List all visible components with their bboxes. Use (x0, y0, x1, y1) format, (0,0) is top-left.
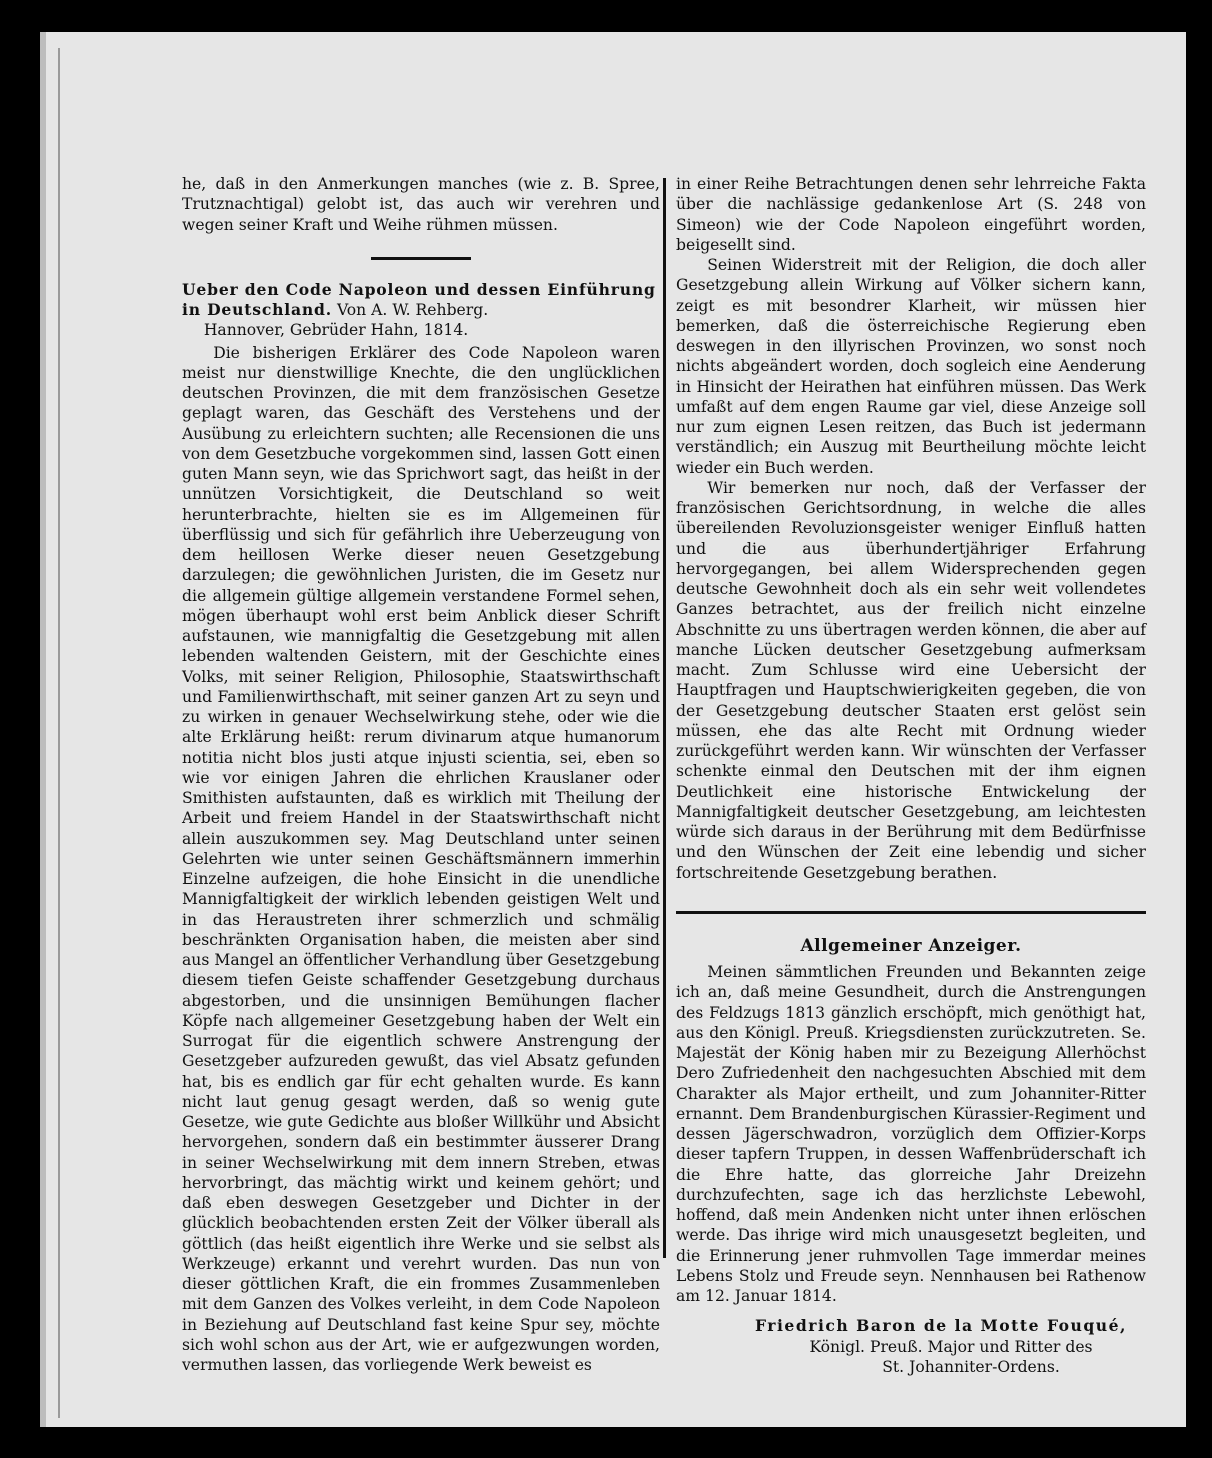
article-heading (182, 280, 660, 341)
article-paragraph-3: Wir bemerken nur noch, daß der Verfasser der französischen Gerichtsordnung, in welche die alles übereilenden Revoluzionsgeister weniger Einfluß hatten und die aus überhundertjähriger Erfahrung hervorgegangen, bei allem Widersprechenden gegen deutsche Gewohnheit doch als ein sehr weit vollendetes Ganzes betrachtet, aus der freilich nicht einzelne Abschnitte zu uns übertragen werden können, die aber auf manche Lücken deutscher Gesetzgebung aufmerksam macht. Zum Schlusse wird eine Uebersicht der Hauptfragen und Hauptschwierigkeiten gegeben, die von der Gesetzgebung deutscher Staaten erst gelöst sein müssen, ehe das alte Recht mit Ordnung wieder zurückgeführt werden kann. Wir wünschten der Verfasser schenkte einmal den Deutschen mit der ihm eignen Deutlichkeit eine historische Entwickelung der Mannigfaltigkeit deutscher Gesetzgebung, am leichtesten würde sich daraus in der Berührung mit dem Bedürfnisse und den Wünschen der Zeit eine lebendig und sicher fortschreitende Gesetzgebung berathen. (676, 478, 1146, 882)
article-author: Von A. W. Rehberg. (336, 301, 489, 319)
page-edge-shadow (58, 48, 60, 1418)
article-paragraph-2: Seinen Widerstreit mit der Religion, die doch aller Gesetzgebung allein Wirkung auf Völker sichern kann, zeigt es mit besondrer Klarheit, wir müssen hier bemerken, daß die österreichische Regierung eben deswegen in den illyrischen Provinzen, wo sonst noch nichts abgeändert worden, doch sogleich eine Aenderung in Hinsicht der Heirathen hat einführen müssen. Das Werk umfaßt auf dem engen Raume gar viel, diese Anzeige soll nur zum eignen Lesen reitzen, das Buch ist jedermann verständlich; ein Auszug mit Beurtheilung möchte leicht wieder ein Buch werden. (676, 256, 1146, 477)
article-title: Ueber den Code Napoleon und dessen Einführung in Deutschland. (182, 279, 656, 319)
section-divider-long (676, 911, 1146, 914)
advertiser-title: Allgemeiner Anzeiger. (800, 935, 1022, 956)
article-body: Die bisherigen Erklärer des Code Napoleon waren meist nur dienstwillige Knechte, die den unglücklichen deutschen Provinzen, die mit dem französischen Gesetze geplagt waren, das Geschäft des Verstehens und der Ausübung zu erleichtern suchten; alle Recensionen die uns von dem Gesetzbuche vorgekommen sind, lassen Gott einen guten Mann seyn, wie das Sprichwort sagt, das heißt in der unnützen Vorsichtigkeit, die Deutschland so weit herunterbrachte, hielten sie es im Allgemeinen für überflüssig und sich für gefährlich ihre Ueberzeugung von dem heillosen Werke dieser neuen Gesetzgebung darzulegen; die gewöhnlichen Juristen, die im Gesetz nur die allgemein gültige allgemein verstandene Formel sehen, mögen überhaupt wohl erst beim Anblick dieser Schrift aufstaunen, wie mannigfaltig die Gesetzgebung mit allen lebenden waltenden Geistern, mit der Geschichte eines Volks, mit seiner Religion, Philosophie, Staatswirthschaft und Familienwirthschaft, mit seiner ganzen Art zu seyn und zu wirken in genauer Wechselwirkung stehe, oder wie die alte Erklärung heißt: rerum divinarum atque humanorum notitia nicht blos justi atque injusti scientia, sei, eben so wie vor einigen Jahren die ehrlichen Krauslaner oder Smithisten aufstaunten, daß es wirklich mit Theilung der Arbeit und freiem Handel in der Staatswirthschaft nicht allein auszukommen sey. Mag Deutschland unter seinen Gelehrten wie unter seinen Geschäftsmännern immerhin Einzelne aufzeigen, die hohe Einsicht in die unendliche Mannigfaltigkeit der wirklich lebenden geistigen Welt und in das Heraustreten ihrer schmerzlich und schmälig beschränkten Organisation haben, die meisten aber sind aus Mangel an öffentlicher Verhandlung über Gesetzgebung diesem tiefen Geiste schaffender Gesetzgebung durchaus abgestorben, und die unsinnigen Bemühungen flacher Köpfe nach allgemeiner Gesetzgebung haben der Welt ein Surrogat für die eigentlich schwere Anstrengung der Gesetzgeber aufzureden gewußt, das viel Absatz gefunden hat, bis es endlich gar für echt gehalten wurde. Es kann nicht laut genug gesagt werden, daß so wenig gute Gesetze, wie gute Gedichte aus bloßer Willkühr und Absicht hervorgehen, sondern daß ein bestimmter äusserer Drang in seiner Wechselwirkung mit dem innern Streben, etwas hervorbringt, das mächtig wirkt und keinem gehört; und daß eben deswegen Gesetzgeber und Dichter in der glücklich beobachtenden ersten Zeit der Völker überall als göttlich (das heißt eigentlich ihre Werke und sie selbst als Werkzeuge) erkannt und verehrt wurden. Das nun von dieser göttlichen Kraft, die ein frommes Zusammenleben mit dem Ganzen des Volkes verleiht, in dem Code Napoleon in Beziehung auf Deutschland fast keine Spur sey, möchte sich wohl schon aus der Art, wie er aufgezwungen worden, vermuthen lassen, das vorliegende Werk beweist es (182, 343, 660, 1374)
column-divider (663, 178, 666, 1258)
signature-role: Königl. Preuß. Major und Ritter des (809, 1337, 1093, 1356)
article-continuation: in einer Reihe Betrachtungen denen sehr lehrreiche Fakta über die nachlässige gedankenlose Art (S. 248 von Simeon) wie der Code Napoleon eingeführt worden, beigesellt sind. (676, 175, 1146, 254)
right-column (676, 174, 1146, 1377)
signature-block (676, 1316, 1146, 1377)
article-publisher: Hannover, Gebrüder Hahn, 1814. (203, 321, 469, 340)
intro-text: he, daß in den Anmerkungen manches (wie z. B. Spree, Trutznachtigal) gelobt ist, das auch wir verehren und wegen seiner Kraft und Weihe rühmen müssen. (182, 175, 660, 234)
signature-order: St. Johanniter-Ordens. (882, 1357, 1060, 1376)
section-divider (371, 257, 471, 260)
advertiser-body: Meinen sämmtlichen Freunden und Bekannten zeige ich an, daß meine Gesundheit, durch die Anstrengungen des Feldzugs 1813 gänzlich erschöpft, mich genöthigt hat, aus den Königl. Preuß. Kriegsdiensten zurückzutreten. Se. Majestät der König haben mir zu Bezeigung Allerhöchst Dero Zufriedenheit den nachgesuchten Abschied mit dem Charakter als Major ertheilt, und zum Johanniter-Ritter ernannt. Dem Brandenburgischen Kürassier-Regiment und dessen Jägerschwadron, vorzüglich dem Offizier-Korps dieser tapfern Truppen, in dessen Waffenbrüderschaft ich die Ehre hatte, das glorreiche Jahr Dreizehn durchzufechten, sage ich das herzlichste Lebewohl, hoffend, daß mein Andenken nicht unter ihnen erlöschen werde. Das ihrige wird mich unausgesetzt begleiten, und die Erinnerung jener ruhmvollen Tage immerdar meines Lebens Stolz und Freude seyn. Nennhausen bei Rathenow am 12. Januar 1814. (676, 963, 1146, 1305)
left-column (182, 174, 660, 1375)
signature-name: Friedrich Baron de la Motte Fouqué, (754, 1316, 1127, 1336)
